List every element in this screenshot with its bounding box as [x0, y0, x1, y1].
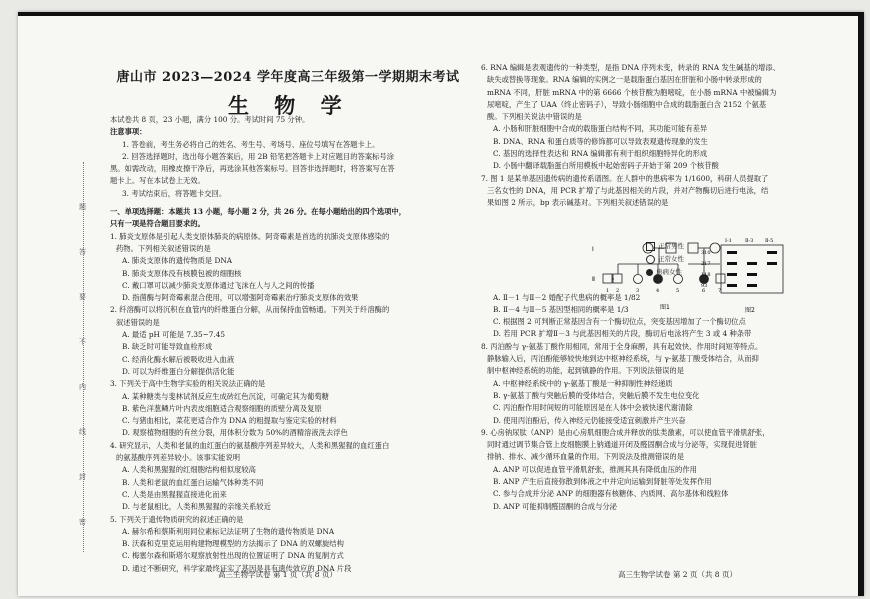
question-option: C. 戴口罩可以减少肺炎支原体通过飞沫在人与人之间的传播 — [122, 280, 315, 290]
question-option: D. 指菌酶与阿奇霉素混合使用，可以增强阿奇霉素治疗肺炎支原体的效果 — [122, 293, 359, 303]
question-option: D. 可以为纤维蛋白分解提供活化能 — [122, 366, 235, 376]
question-text: 5. 下列关于遗传物质研究的叙述正确的是 — [110, 514, 244, 524]
binding-char: 要 — [79, 293, 86, 301]
question-option: D. 使用丙泊酚后，传入神经元仍能接受适宜刺激并产生兴奋 — [493, 415, 686, 425]
question-option: C. 与猪血相比，菜花更适合作为 DNA 的粗提取与鉴定实验的材料 — [122, 416, 337, 426]
questions-left — [110, 231, 468, 575]
question-option: A. 人类和黑猩猩的红细胞结构相似度较高 — [122, 465, 256, 475]
question-option: C. 人类是由黑猩猩直接进化而来 — [122, 489, 227, 499]
gel-band — [747, 262, 757, 265]
svg-text:4: 4 — [656, 288, 660, 294]
question-text: 8. 丙泊酚与 γ-氨基丁酸作用相同，常用于全身麻醉，具有起效快、作用时间短等特点。 — [481, 341, 763, 351]
question-option: C. 丙泊酚作用时间短的可能原因是在人体中会被快速代谢清除 — [493, 403, 693, 413]
notice-line: 1. 答卷前，考生务必将自己的姓名、考生号、考场号、座位号填写在答题卡上。 — [122, 139, 380, 149]
question-option: B. 肺炎支原体没有核膜包被的细胞核 — [122, 268, 242, 278]
question-text: 同时通过调节集合管上皮细胞膜上钠通道开闭及醛固酮合成与分泌等，实现促进肾脏 — [487, 440, 757, 450]
binding-char: 内 — [79, 383, 86, 391]
question-text: 的氨基酸序列差异较小。该事实能说明 — [116, 453, 241, 463]
bp-label: 310 — [701, 250, 711, 256]
notice-line: 黑。如需改动，用橡皮擦干净后，再选涂其他答案标号。回答非选择题时，将答案写在答 — [110, 164, 395, 174]
svg-text:7: 7 — [718, 288, 722, 294]
pedigree-II1 — [603, 274, 612, 283]
question-option: B. ANP 产生后直接弥散到体液之中并定向运输到肾脏等处发挥作用 — [493, 477, 712, 487]
question-text: 制中枢神经系统的功能，起到镇静的作用。下列说法错误的是 — [487, 366, 685, 376]
binding-line — [79, 162, 94, 552]
binding-char: 密 — [79, 518, 86, 526]
footer-right: 高三生物学试卷 第 2 页（共 8 页） — [618, 570, 737, 579]
gel-band — [727, 262, 737, 265]
question-option: A. 赫尔希和蔡斯利用同位素标记法证明了生物的遗传物质是 DNA — [122, 526, 335, 536]
question-option: D. 与老鼠相比，人类和黑猩猩的亲缘关系较近 — [122, 502, 271, 512]
fig2-caption: 图2 — [745, 307, 755, 314]
question-option: A. ANP 可以促进血管平滑肌舒张，推测其具有降低血压的作用 — [493, 464, 697, 474]
bp-label: 217 — [701, 261, 711, 267]
svg-text:6: 6 — [702, 288, 706, 294]
question-option: C. 梅塞尔森和斯塔尔观察放射性出现的位置证明了 DNA 的复制方式 — [122, 551, 344, 561]
question-text: 2. 纤溶酶可以将沉积在血管内的纤维蛋白分解，从而保持血管畅通。下列关于纤溶酶的 — [110, 305, 390, 315]
question-option: B. 人类和老鼠的血红蛋白运输气体种类不同 — [122, 477, 264, 487]
question-text: 排钠、排水、减少循环血量的作用。下列说法及推测错误的是 — [487, 452, 685, 462]
binding-char: 答 — [79, 248, 86, 256]
binding-char: 题 — [79, 203, 86, 211]
pedigree-legend — [646, 240, 684, 279]
question-option: A. 某种糖类与斐林试剂反应生成砖红色沉淀，可确定其为葡萄糖 — [122, 391, 329, 401]
binding-char: 不 — [79, 338, 86, 346]
gel-band — [727, 251, 737, 254]
notice-heading: 注意事项： — [110, 127, 147, 137]
gel-band — [727, 273, 737, 276]
question-text: 静脉输入后，丙泊酚能够较快地到达中枢神经系统，与 γ-氨基丁酸受体结合，从而抑 — [487, 354, 759, 364]
svg-text:3: 3 — [636, 288, 640, 294]
question-text: 果如图 2 所示，bp 表示碱基对。下列相关叙述错误的是 — [487, 198, 669, 208]
question-text: 9. 心房钠尿肽（ANP）是由心房肌细胞合成并释放的肽类激素，可以使血管平滑肌舒张， — [481, 427, 770, 437]
question-option: B. DNA、RNA 和蛋白质等的修饰都可以导致表观遗传现象的发生 — [493, 136, 708, 146]
question-text: 1. 肺炎支原体是引起人类支原体肺炎的病原体。阿奇霉素是首选的抗肺炎支原体感染的 — [110, 231, 390, 241]
question-option: B. Ⅱ－4 与Ⅱ－5 基因型相同的概率是 1/3 — [493, 304, 629, 314]
section-heading-cont: 只有一项是符合题目要求的。 — [110, 219, 205, 229]
question-text: 药物。下列相关叙述错误的是 — [116, 243, 211, 253]
question-option: B. γ-氨基丁酸与突触后膜的受体结合，突触后膜不发生电位变化 — [493, 390, 700, 400]
scan-edge-right — [858, 12, 864, 596]
question-text: 3. 下列关于高中生物学实验的相关说法正确的是 — [110, 379, 266, 389]
left-column — [110, 114, 468, 575]
question-option: A. 最适 pH 可能是 7.35~7.45 — [122, 330, 225, 340]
fig1-caption: 图1 — [660, 304, 670, 311]
question-text: 6. RNA 编辑是表观遗传的一种类型，是指 DNA 序列未变，转录的 RNA 发生碱基的增添、 — [481, 63, 780, 72]
exam-sheet — [18, 12, 864, 596]
question-text: 三名女性的 DNA，用 PCR 扩增了与此基因相关的片段，并对产物酶切后进行电泳，结 — [487, 185, 769, 195]
question-option: D. ANP 可能抑制醛固酮的合成与分泌 — [493, 501, 617, 511]
bp-label: 93 — [701, 283, 708, 289]
question-text: 尿嘧啶，产生了 UAA（终止密码子），导致小肠细胞中合成的载脂蛋白含 2152 个氨基 — [487, 99, 767, 109]
legend-normal-female: 正常女性 — [658, 255, 684, 263]
notice-line: 3. 考试结束后，将答题卡交回。 — [122, 188, 227, 198]
gel-band — [767, 262, 777, 265]
question-text: mRNA 不同，肝脏 mRNA 中的第 6666 个核苷酸为胞嘧啶，在小肠 mRNA 中被编辑为 — [487, 87, 777, 97]
question-option: D. 若用 PCR 扩增Ⅱ－3 与此基因相关的片段，酶切后电泳将产生 3 或 4 种条带 — [493, 329, 752, 339]
question-text: 4. 研究显示，人类和老鼠的血红蛋白的氨基酸序列差异较大，人类和黑猩猩的血红蛋白 — [110, 440, 390, 450]
svg-text:2: 2 — [616, 288, 620, 294]
lane-label: Ⅱ-5 — [765, 238, 774, 244]
exam-title: 唐山市 2023—2024 学年度高三年级第一学期期末考试 — [116, 70, 460, 85]
pedigree-II3 — [634, 275, 643, 284]
lane-label: Ⅰ-1 — [725, 238, 732, 244]
exam-info: 本试卷共 8 页，23 小题，满分 100 分。考试时间 75 分钟。 — [110, 115, 310, 124]
question-option: D. 通过不断研究，科学家最终证实了基因是具有遗传效应的 DNA 片段 — [122, 563, 352, 573]
svg-text:5: 5 — [676, 288, 680, 294]
pedigree-II2 — [613, 274, 622, 283]
question-option: C. 经消化酶水解后被吸收进入血液 — [122, 354, 235, 364]
question-option: B. 紫色洋葱鳞片叶内表皮细胞适合观察细胞的质壁分离及复原 — [122, 403, 322, 413]
gen-label-I: Ⅰ — [592, 246, 594, 253]
exam-subject: 生 物 学 — [228, 93, 351, 118]
question-option: C. 参与合成并分泌 ANP 的细胞器有核糖体、内质网、高尔基体和线粒体 — [493, 489, 729, 499]
legend-normal-male: 正常男性 — [658, 242, 684, 250]
binding-char: 封 — [79, 473, 86, 481]
question-text: 叙述错误的是 — [116, 317, 160, 327]
question-option: A. 小肠和肝脏细胞中合成的载脂蛋白结构不同，其功能可能有差异 — [493, 124, 708, 134]
question-option: A. 肺炎支原体的遗传物质是 DNA — [122, 256, 232, 266]
question-option: C. 基因的选择性表达和 RNA 编辑都有利于组织细胞特异化的形成 — [493, 149, 708, 159]
gel-band — [767, 251, 777, 254]
gel-band — [727, 284, 737, 287]
question-option: A. Ⅱ－1 与Ⅱ－2 婚配子代患病的概率是 1/82 — [493, 292, 641, 302]
legend-affected-female: 患病女性 — [656, 268, 682, 276]
binding-char: 线 — [79, 428, 86, 436]
question-option: D. 观察植物细胞的有丝分裂，用体积分数为 50%的酒精溶液洗去浮色 — [122, 428, 348, 438]
notice-line: 题卡上。写在本试卷上无效。 — [110, 176, 205, 186]
gen-label-II: Ⅱ — [592, 276, 595, 283]
gel-band — [747, 273, 757, 276]
gel-band — [747, 284, 757, 287]
question-text: 7. 图 1 是某单基因遗传病的遗传系谱图。在人群中的患病率为 1/1600，科研人员提取了 — [481, 173, 769, 183]
lane-label: Ⅱ-3 — [745, 238, 754, 244]
notice-line: 2. 回答选择题时，选出每小题答案后，用 2B 铅笔把答题卡上对应题目的答案标号涂 — [122, 151, 395, 161]
question-option: B. 缺乏时可能导致血栓形成 — [122, 342, 213, 352]
question-option: C. 根据图 2 可判断正常基因含有一个酶切位点，突变基因增加了一个酶切位点 — [493, 317, 746, 327]
scan-edge-top — [18, 12, 864, 16]
question-option: D. 小肠中翻译载脂蛋白所用模板中起始密码子开始于第 209 个核苷酸 — [493, 161, 719, 171]
section-heading: 一、单项选择题：本题共 13 小题，每小题 2 分，共 26 分。在每小题给出的四个选项中， — [110, 207, 407, 217]
svg-text:1: 1 — [606, 288, 610, 294]
question-option: A. 中枢神经系统中的 γ-氨基丁酸是一种抑制性神经递质 — [493, 378, 673, 388]
question-text: 酸。下列相关说法中错误的是 — [487, 112, 582, 122]
question-text: 缺失或替换等现象。RNA 编辑的实例之一是载脂蛋白基因在肝脏和小肠中转录形成的 — [487, 75, 762, 85]
bp-label: 118 — [701, 272, 711, 278]
gel-figure — [683, 234, 793, 316]
footer-left: 高三生物学试卷 第 1 页（共 8 页） — [218, 570, 337, 579]
question-option: B. 沃森和克里克运用构建物理模型的方法揭示了 DNA 的双螺旋结构 — [122, 539, 344, 549]
